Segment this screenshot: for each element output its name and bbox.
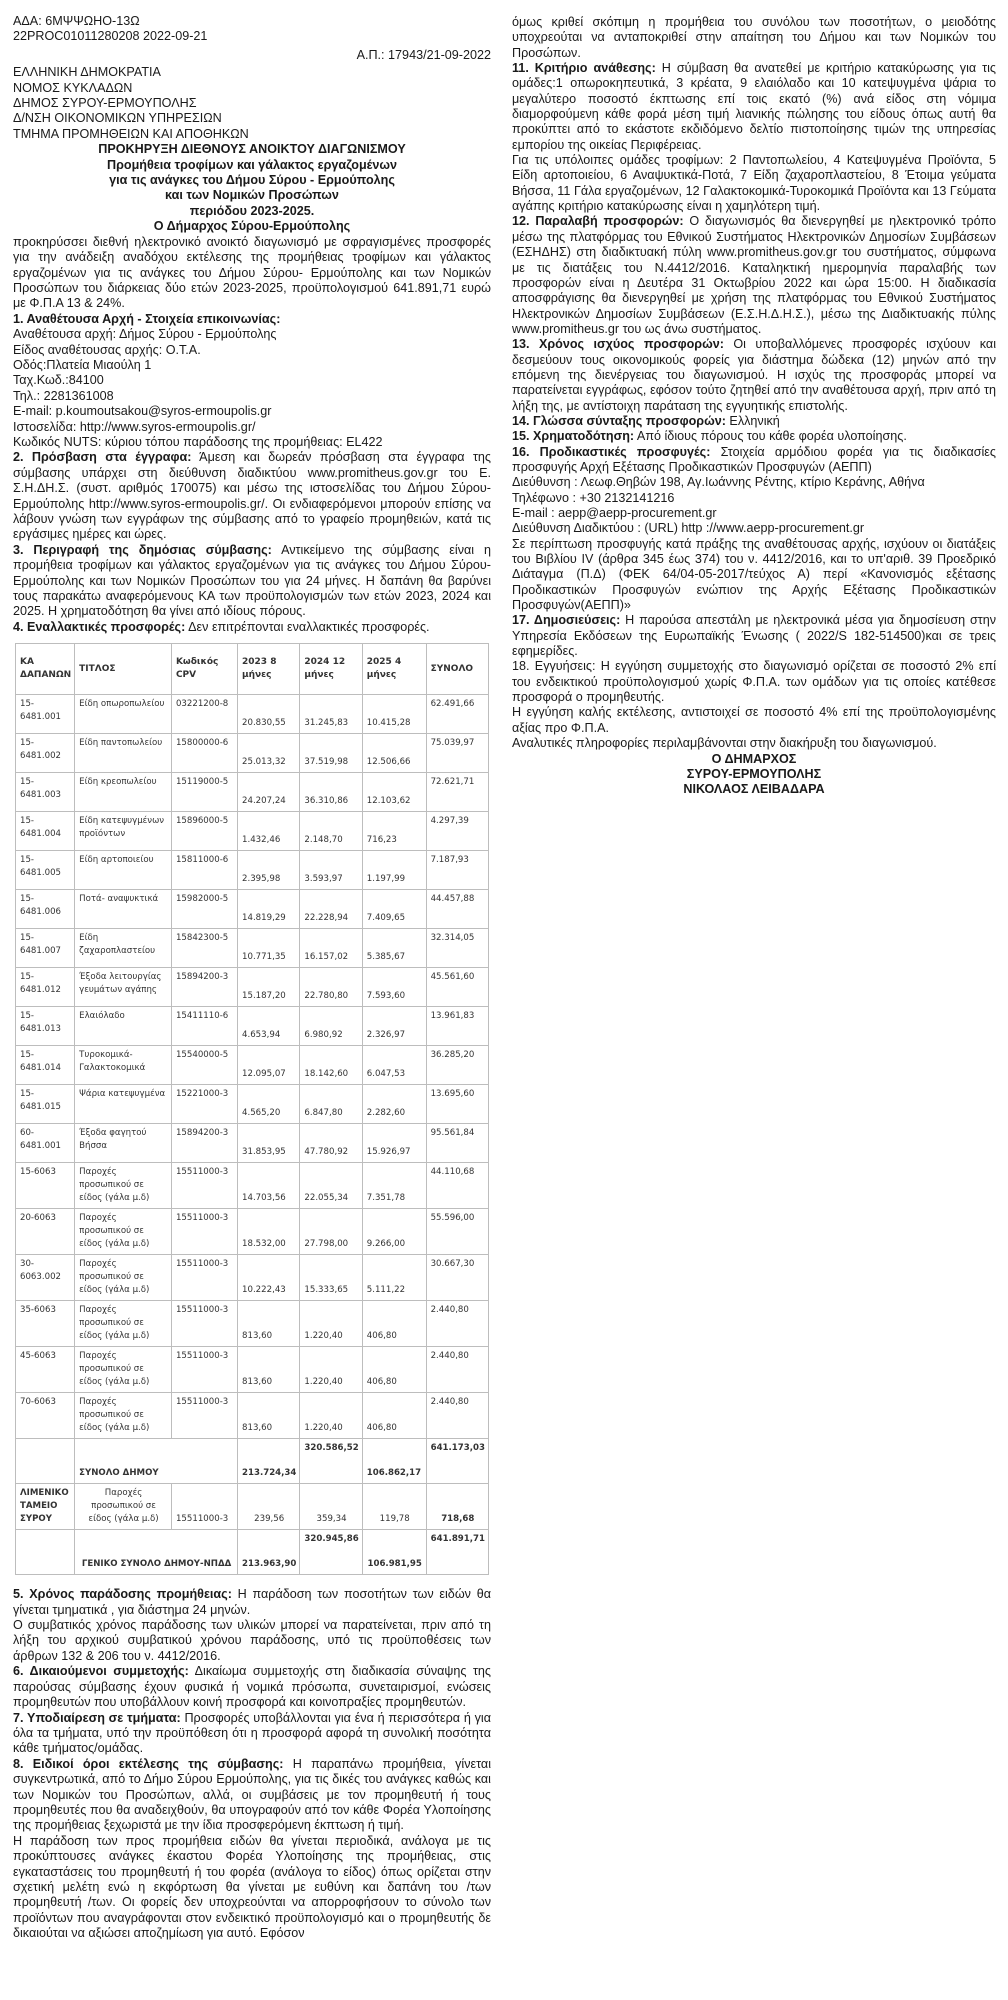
column-header: ΚΑ ΔΑΠΑΝΩΝ bbox=[16, 644, 75, 695]
title: Έξοδα φαγητού Βήσσα bbox=[75, 1124, 172, 1163]
amount-total: 36.285,20 bbox=[426, 1046, 488, 1085]
amount-2023: 4.653,94 bbox=[238, 1007, 300, 1046]
cpv-code: 15982000-5 bbox=[171, 890, 237, 929]
contact-line: Οδός:Πλατεία Μιαούλη 1 bbox=[13, 357, 152, 372]
section-text: Προσφορές υποβάλλονται για ένα ή περισσότερα ή για όλα τα τμήματα, υπό την προϋπόθεση ότι η προσφορά αφορά τη συνολική ποσότητα κάθε τμήματος/ομάδας. bbox=[13, 1710, 492, 1756]
table-row bbox=[16, 734, 489, 773]
section-text: Στοιχεία αρμόδιου φορέα για τις διαδικασίες προσφυγής Αρχή Εξέτασης Προδικαστικών Προσφυγών (ΑΕΠΠ) bbox=[512, 444, 996, 474]
section-8-extra: Η παράδοση των προς προμήθεια ειδών θα γίνεται περιοδικά, ανάλογα με τις προκύπτουσες ανάγκες έκαστου Φορέα Υλοποίησης της προμήθειας, στις εγκαταστάσεις του προμηθευτή ή του φορέα (ανάλογα το είδος) όπως ορίζεται στην σχετική μελέτη ενώ η εκφόρτωση θα γίνεται με ευθύνη και δαπάνη του /των προμηθευτή /των. Οι φορείς δεν υποχρεούνται να απορροφήσουν το σύνολο των προϊόντων που αναγράφονται στον ενδεικτικό προϋπολογισμό και ο προμηθευτής δε δικαιούται να αξιώσει αποζημίωση για αυτό. Εφόσον bbox=[13, 1833, 491, 1941]
section-title: 14. Γλώσσα σύνταξης προσφορών: bbox=[512, 413, 726, 428]
amount-total: 4.297,39 bbox=[426, 812, 488, 851]
amount-2024: 22.228,94 bbox=[300, 890, 362, 929]
amount-total: 32.314,05 bbox=[426, 929, 488, 968]
section-title: 13. Χρόνος ισχύος προσφορών: bbox=[512, 337, 724, 352]
amount-2023: 31.853,95 bbox=[238, 1124, 300, 1163]
title: Είδη αρτοποιείου bbox=[75, 851, 172, 890]
amount-total: 44.457,88 bbox=[426, 890, 488, 929]
amount-total: 95.561,84 bbox=[426, 1124, 488, 1163]
section-18-extra: Η εγγύηση καλής εκτέλεσης, αντιστοιχεί σε ποσοστό 4% επί της προϋπολογισμένης αξίας προ Φ.Π.Α. bbox=[512, 705, 996, 735]
section-3 bbox=[13, 543, 491, 620]
amount-2023: 813,60 bbox=[238, 1347, 300, 1393]
title: Ποτά- αναψυκτικά bbox=[75, 890, 172, 929]
amount-2023: 813,60 bbox=[238, 1393, 300, 1439]
section-18: 18. Εγγυήσεις: Η εγγύηση συμμετοχής στο διαγωνισμό ορίζεται σε ποσοστό 2% επί του ενδεικτικού προϋπολογισμού χωρίς Φ.Π.Α. των ομάδων για τις οποίες κατέθεσε προσφορά ο προμηθευτής. bbox=[512, 659, 996, 705]
amount-total: 13.961,83 bbox=[426, 1007, 488, 1046]
ka-code: 20-6063 bbox=[16, 1209, 75, 1255]
title: Παροχές προσωπικού σε είδος (γάλα μ.δ) bbox=[75, 1209, 172, 1255]
section-text: Η παρούσα απεστάλη με ηλεκτρονικά μέσα για δημοσίευση στην Υπηρεσία Εκδόσεων της Ευρωπαϊκής Ένωσης ( 2022/S 182-514500)και σε τρεις εφημερίδες. bbox=[512, 613, 997, 659]
table-row bbox=[16, 812, 489, 851]
section-title: 2. Πρόσβαση στα έγγραφα: bbox=[13, 450, 192, 465]
section-7 bbox=[13, 1711, 491, 1757]
amount-2024: 27.798,00 bbox=[300, 1209, 362, 1255]
subtitle-line: Προμήθεια τροφίμων και γάλακτος εργαζομένων bbox=[106, 157, 397, 172]
cpv-code: 15511000-3 bbox=[171, 1393, 237, 1439]
title: Είδη ζαχαροπλαστείου bbox=[75, 929, 172, 968]
ka-code: 15-6481.003 bbox=[16, 773, 75, 812]
cpv-code: 15411110-6 bbox=[171, 1007, 237, 1046]
left-column bbox=[13, 0, 491, 1942]
grand-total-2023: 213.963,90 bbox=[238, 1530, 300, 1575]
title: Παροχές προσωπικού σε είδος (γάλα μ.δ) bbox=[75, 1347, 172, 1393]
amount-2023: 1.432,46 bbox=[238, 812, 300, 851]
section-text: Άμεση και δωρεάν πρόσβαση στα έγγραφα της σύμβασης υπάρχει στη διεύθυνση διαδικτύου www.promitheus.gov.gr του Ε. Σ.Η.ΔΗ.Σ. (συστ. αριθμός 170075) και μέσω της ιστοσελίδας του Δήμου Σύρου-Ερμούπολης http://www.syros-ermoupolis.gr/. Οι ενδιαφερόμενοι μπορούν επίσης να λάβουν γνώση των εγγράφων της σύμβασης από το γραφείο προμηθειών, κατά τις εργάσιμες ημέρες και ώρες. bbox=[13, 450, 491, 542]
amount-2024: 6.847,80 bbox=[300, 1085, 362, 1124]
signature-block bbox=[512, 752, 996, 798]
title: Ψάρια κατεψυγμένα bbox=[75, 1085, 172, 1124]
title: Είδη οπωροπωλείου bbox=[75, 695, 172, 734]
amount-2025: 12.103,62 bbox=[362, 773, 426, 812]
cpv-code: 15811000-6 bbox=[171, 851, 237, 890]
amount-total: 45.561,60 bbox=[426, 968, 488, 1007]
total-2023: 213.724,34 bbox=[238, 1439, 300, 1484]
amount-2024: 22.055,34 bbox=[300, 1163, 362, 1209]
section-title: 12. Παραλαβή προσφορών: bbox=[512, 214, 684, 229]
amount-2023: 14.703,56 bbox=[238, 1163, 300, 1209]
amount-2023: 18.532,00 bbox=[238, 1209, 300, 1255]
cpv-code: 15511000-3 bbox=[171, 1255, 237, 1301]
cpv-code: 15511000-3 bbox=[171, 1301, 237, 1347]
section-title: 6. Δικαιούμενοι συμμετοχής: bbox=[13, 1664, 189, 1679]
total-sum: 641.173,03 bbox=[426, 1439, 488, 1484]
amount-2025: 5.111,22 bbox=[362, 1255, 426, 1301]
amount-2023: 14.819,29 bbox=[238, 890, 300, 929]
table-row bbox=[16, 1393, 489, 1439]
amount-total: 44.110,68 bbox=[426, 1163, 488, 1209]
ka-code: 15-6481.007 bbox=[16, 929, 75, 968]
ka-code: 15-6481.012 bbox=[16, 968, 75, 1007]
amount-2024: 47.780,92 bbox=[300, 1124, 362, 1163]
total-2025: 106.862,17 bbox=[362, 1439, 426, 1484]
section-4 bbox=[13, 620, 491, 635]
amount-2024: 1.220,40 bbox=[300, 1393, 362, 1439]
amount-2025: 406,80 bbox=[362, 1301, 426, 1347]
amount-2025: 2.326,97 bbox=[362, 1007, 426, 1046]
contact-line: Τηλ.: 2281361008 bbox=[13, 388, 114, 403]
section-16 bbox=[512, 445, 996, 476]
amount-2025: 2.282,60 bbox=[362, 1085, 426, 1124]
contact-details bbox=[13, 327, 491, 450]
authority-line: ΔΗΜΟΣ ΣΥΡΟΥ-ΕΡΜΟΥΠΟΛΗΣ bbox=[13, 96, 197, 111]
table-header-row bbox=[16, 644, 489, 695]
right-column bbox=[512, 15, 996, 798]
port-fund-cpv: 15511000-3 bbox=[171, 1484, 237, 1530]
table-row bbox=[16, 1255, 489, 1301]
amount-2025: 406,80 bbox=[362, 1393, 426, 1439]
amount-total: 72.621,71 bbox=[426, 773, 488, 812]
ka-code: 15-6481.013 bbox=[16, 1007, 75, 1046]
amount-2024: 1.220,40 bbox=[300, 1347, 362, 1393]
grand-total-row bbox=[16, 1530, 489, 1575]
protocol-number: Α.Π.: 17943/21-09-2022 bbox=[356, 47, 491, 62]
amount-2025: 10.415,28 bbox=[362, 695, 426, 734]
section-title: 15. Χρηματοδότηση: bbox=[512, 429, 635, 444]
amount-2024: 3.593,97 bbox=[300, 851, 362, 890]
ka-code: 35-6063 bbox=[16, 1301, 75, 1347]
ka-code: 15-6063 bbox=[16, 1163, 75, 1209]
table-row bbox=[16, 1124, 489, 1163]
amount-2024: 16.157,02 bbox=[300, 929, 362, 968]
document-header bbox=[13, 0, 491, 235]
port-fund-row bbox=[16, 1484, 489, 1530]
municipality-total-row bbox=[16, 1439, 489, 1484]
cpv-code: 15119000-5 bbox=[171, 773, 237, 812]
amount-2023: 24.207,24 bbox=[238, 773, 300, 812]
table-row bbox=[16, 1085, 489, 1124]
column-header: ΣΥΝΟΛΟ bbox=[426, 644, 488, 695]
title: Τυροκομικά- Γαλακτοκομικά bbox=[75, 1046, 172, 1085]
cpv-code: 15896000-5 bbox=[171, 812, 237, 851]
section-text: Η παραπάνω προμήθεια, γίνεται συγκεντρωτικά, από το Δήμο Σύρου Ερμούπολης, για τις δικές του ανάγκες καθώς και των Νομικών του Προσώπων, αλλά, οι συμβάσεις με τον προμηθευτή ή τους προμηθευτές που θα αναδειχθούν, θα υπογραφούν από τον κάθε Φορέα Υλοποίησης της προμήθειας ξεχωριστά με την ίδια προσφερόμενη έκπτωση ή τιμή. bbox=[13, 1756, 491, 1833]
column-header: 2025 4 μήνες bbox=[362, 644, 426, 695]
contact-line: Αναθέτουσα αρχή: Δήμος Σύρου - Ερμούπολης bbox=[13, 327, 277, 342]
amount-2023: 813,60 bbox=[238, 1301, 300, 1347]
amount-2025: 7.593,60 bbox=[362, 968, 426, 1007]
column-header: 2023 8 μήνες bbox=[238, 644, 300, 695]
title: Παροχές προσωπικού σε είδος (γάλα μ.δ) bbox=[75, 1163, 172, 1209]
amount-2024: 37.519,98 bbox=[300, 734, 362, 773]
amount-2025: 15.926,97 bbox=[362, 1124, 426, 1163]
title: Παροχές προσωπικού σε είδος (γάλα μ.δ) bbox=[75, 1301, 172, 1347]
table-row bbox=[16, 1347, 489, 1393]
amount-2024: 2.148,70 bbox=[300, 812, 362, 851]
title: Είδη παντοπωλείου bbox=[75, 734, 172, 773]
table-row bbox=[16, 1301, 489, 1347]
port-fund-2023: 239,56 bbox=[238, 1484, 300, 1530]
amount-2024: 31.245,83 bbox=[300, 695, 362, 734]
document-title: ΠΡΟΚΗΡΥΞΗ ΔΙΕΘΝΟΥΣ ΑΝΟΙΚΤΟΥ ΔΙΑΓΩΝΙΣΜΟΥ bbox=[98, 142, 406, 157]
authority-line: ΝΟΜΟΣ ΚΥΚΛΑΔΩΝ bbox=[13, 80, 133, 95]
contact-email[interactable]: E-mail: p.koumoutsakou@syros-ermoupolis.gr bbox=[13, 404, 272, 419]
grand-total-sum: 641.891,71 bbox=[426, 1530, 488, 1575]
closing-note: Αναλυτικές πληροφορίες περιλαμβάνονται στην διακήρυξη του διαγωνισμού. bbox=[512, 736, 937, 751]
port-fund-label: ΛΙΜΕΝΙΚΟ ΤΑΜΕΙΟ ΣΥΡΟΥ bbox=[16, 1484, 75, 1530]
aepp-email[interactable]: E-mail : aepp@aepp-procurement.gr bbox=[512, 506, 717, 520]
section-8 bbox=[13, 1757, 491, 1834]
port-fund-title: Παροχές προσωπικού σε είδος (γάλα μ.δ) bbox=[75, 1484, 172, 1530]
section-text: Ελληνική bbox=[725, 413, 780, 428]
amount-2024: 22.780,80 bbox=[300, 968, 362, 1007]
grand-total-2025: 106.981,95 bbox=[362, 1530, 426, 1575]
section-title: 16. Προδικαστικές προσφυγές: bbox=[512, 444, 711, 459]
amount-2024: 6.980,92 bbox=[300, 1007, 362, 1046]
table-row bbox=[16, 1046, 489, 1085]
contact-line: Κωδικός NUTS: κύριου τόπου παράδοσης της προμήθειας: EL422 bbox=[13, 434, 383, 449]
section-6 bbox=[13, 1664, 491, 1710]
amount-total: 2.440,80 bbox=[426, 1393, 488, 1439]
ka-code: 15-6481.002 bbox=[16, 734, 75, 773]
mayor-heading: Ο Δήμαρχος Σύρου-Ερμούπολης bbox=[153, 219, 351, 234]
amount-2025: 716,23 bbox=[362, 812, 426, 851]
amount-total: 13.695,60 bbox=[426, 1085, 488, 1124]
signature-line: Ο ΔΗΜΑΡΧΟΣ bbox=[711, 751, 797, 766]
table-row bbox=[16, 773, 489, 812]
port-fund-total: 718,68 bbox=[426, 1484, 488, 1530]
section-15 bbox=[512, 429, 996, 444]
cpv-code: 15800000-6 bbox=[171, 734, 237, 773]
section-16-extra: Σε περίπτωση προσφυγής κατά πράξης της αναθέτουσας αρχής, ισχύουν οι διατάξεις του Βιβλίου IV (άρθρα 345 έως 374) του ν. 4412/2016, και το υπ'αριθ. 39 Προεδρικό Διάταγμα (Π.Δ) (ΦΕΚ 64/04-05-2017/τεύχος Α) περί «Κανονισμός εξέτασης Προδικαστικών Προσφυγών ενώπιον της Αρχής Εξέτασης Προδικαστικών Προσφυγών(ΑΕΠΠ)» bbox=[512, 536, 996, 613]
amount-total: 55.596,00 bbox=[426, 1209, 488, 1255]
amount-2023: 10.222,43 bbox=[238, 1255, 300, 1301]
amount-2025: 6.047,53 bbox=[362, 1046, 426, 1085]
ada-code: ΑΔΑ: 6ΜΨΨΩΗΟ-13Ω bbox=[13, 14, 140, 28]
cell bbox=[16, 1439, 75, 1484]
intro-paragraph: προκηρύσσει διεθνή ηλεκτρονικό ανοικτό διαγωνισμό με σφραγισμένες προσφορές για την ανάδειξη αναδόχου εκτέλεσης της προμήθειας τροφίμων και γάλακτος εργαζομένων για τις ανάγκες του Δήμου Σύρου- Ερμούπολης και των Νομικών Προσώπων του διάρκειας δύο ετών 2023-2025, προϋπολογισμού 641.891,71 ευρώ με Φ.Π.Α 13 & 24%. bbox=[13, 234, 491, 311]
section-text: Αντικείμενο της σύμβασης είναι η προμήθεια τροφίμων και γάλακτος εργαζομένων για τις ανάγκες του Δήμου Σύρου- Ερμούπολης και των Νομικών Προσώπων του για 24 μήνες. Η δαπάνη θα βαρύνει τους παρακάτω αναφερόμενους ΚΑ των προϋπολογισμών των ετών 2023, 2024 και 2025. Η χρηματοδότηση θα γίνει από ιδίους πόρους. bbox=[13, 542, 491, 619]
table-body bbox=[16, 695, 489, 1439]
title: Ελαιόλαδο bbox=[75, 1007, 172, 1046]
section-title: 7. Υποδιαίρεση σε τμήματα: bbox=[13, 1710, 181, 1725]
subtitle-line: για τις ανάγκες του Δήμου Σύρου - Ερμούπολης bbox=[109, 173, 395, 188]
budget-table bbox=[15, 643, 489, 1575]
section-5-extra: Ο συμβατικός χρόνος παράδοσης των υλικών μπορεί να παρατείνεται, πριν από τη λήξη του αρχικού συμβατικού χρόνου παράδοσης, υπό τις προϋποθέσεις των άρθρων 132 & 206 του ν. 4412/2016. bbox=[13, 1618, 491, 1663]
subtitle-line: περιόδου 2023-2025. bbox=[189, 203, 315, 218]
amount-2025: 406,80 bbox=[362, 1347, 426, 1393]
amount-total: 2.440,80 bbox=[426, 1347, 488, 1393]
authority-line: Δ/ΝΣΗ ΟΙΚΟΝΟΜΙΚΩΝ ΥΠΗΡΕΣΙΩΝ bbox=[13, 111, 222, 126]
cpv-code: 15221000-3 bbox=[171, 1085, 237, 1124]
section-title: 3. Περιγραφή της δημόσιας σύμβασης: bbox=[13, 542, 272, 557]
cpv-code: 15511000-3 bbox=[171, 1163, 237, 1209]
ka-code: 70-6063 bbox=[16, 1393, 75, 1439]
section-1-title: 1. Αναθέτουσα Αρχή - Στοιχεία επικοινωνίας: bbox=[13, 311, 281, 326]
column-header: ΤΙΤΛΟΣ bbox=[75, 644, 172, 695]
section-text: Η σύμβαση θα ανατεθεί με κριτήριο κατακύρωσης για τις ομάδες:1 οπωροκηπευτικά, 3 κρέατα, 9 ελαιόλαδο και 10 κατεψυγμένα ψάρια το μεγαλύτερο ποσοστό έκπτωσης επί τοις εκατό (%) ανά είδος στη νόμιμα διαμορφούμενη κάθε φορά μέση τιμή λιανικής πώλησης του είδους όπως αυτή θα προκύπτει από το εκάστοτε εκδιδόμενο δελτίο πιστοποίησης τιμών της υπηρεσίας εμπορίου της οικείας Περιφέρειας. bbox=[512, 61, 996, 152]
section-14 bbox=[512, 414, 996, 429]
amount-2025: 9.266,00 bbox=[362, 1209, 426, 1255]
section-text: Από ίδιους πόρους του κάθε φορέα υλοποίησης. bbox=[634, 429, 907, 444]
ka-code: 15-6481.014 bbox=[16, 1046, 75, 1085]
section-11-extra: Για τις υπόλοιπες ομάδες τροφίμων: 2 Παντοπωλείου, 4 Κατεψυγμένα Προϊόντα, 5 Είδη αρτοποιείου, 6 Αναψυκτικά-Ποτά, 7 Είδη ζαχαροπλαστείου, 8 Έτοιμα γεύματα Βήσσα, 11 Γάλα εργαζομένων, 12 Γαλακτοκομικά-Τυροκομικά Προϊόντα και 13 Γεύματα αγάπης κριτήριο κατακύρωσης είναι η χαμηλότερη τιμή. bbox=[512, 153, 996, 214]
ka-code: 15-6481.015 bbox=[16, 1085, 75, 1124]
amount-2025: 1.197,99 bbox=[362, 851, 426, 890]
table-row bbox=[16, 695, 489, 734]
section-text: Οι υποβαλλόμενες προσφορές ισχύουν και δεσμεύουν τους οικονομικούς φορείς για διάστημα δώδεκα (12) μηνών από την επόμενη της διενέργειας του διαγωνισμού. Η ισχύς της προσφοράς μπορεί να παρατείνεται εγγράφως, εφόσον τούτο ζητηθεί από την αναθέτουσα αρχή, πριν από τη λήξη της, με αντίστοιχη παράταση της εγγυητικής επιστολής. bbox=[512, 337, 996, 413]
aepp-address: Διεύθυνση : Λεωφ.Θηβών 198, Αγ.Ιωάννης Ρέντης, κτίριο Κεράνης, Αθήνα bbox=[512, 475, 925, 490]
amount-2023: 10.771,35 bbox=[238, 929, 300, 968]
ka-code: 15-6481.006 bbox=[16, 890, 75, 929]
section-text: Δικαίωμα συμμετοχής στη διαδικασία σύναψης της παρούσας σύμβασης έχουν φυσικά ή νομικά πρόσωπα, συνεταιρισμοί, ενώσεις προμηθευτών που υποβάλλουν κοινή προσφορά και κοινοπραξίες προμηθευτών. bbox=[13, 1664, 492, 1710]
table-row bbox=[16, 1163, 489, 1209]
table-row bbox=[16, 851, 489, 890]
port-fund-2024: 359,34 bbox=[300, 1484, 362, 1530]
amount-total: 62.491,66 bbox=[426, 695, 488, 734]
section-title: 11. Κριτήριο ανάθεσης: bbox=[512, 61, 656, 76]
amount-2023: 15.187,20 bbox=[238, 968, 300, 1007]
ka-code: 30-6063.002 bbox=[16, 1255, 75, 1301]
amount-total: 2.440,80 bbox=[426, 1301, 488, 1347]
title: Έξοδα λειτουργίας γευμάτων αγάπης bbox=[75, 968, 172, 1007]
authority-line: ΕΛΛΗΝΙΚΗ ΔΗΜΟΚΡΑΤΙΑ bbox=[13, 65, 161, 80]
cpv-code: 15842300-5 bbox=[171, 929, 237, 968]
table-row bbox=[16, 929, 489, 968]
section-text: Η παράδοση των ποσοτήτων των ειδών θα γίνεται τμηματικά , για διάστημα 24 μηνών. bbox=[13, 1587, 491, 1617]
cpv-code: 03221200-8 bbox=[171, 695, 237, 734]
table-totals bbox=[16, 1439, 489, 1575]
title: Είδη κατεψυγμένων προϊόντων bbox=[75, 812, 172, 851]
amount-2023: 25.013,32 bbox=[238, 734, 300, 773]
title: Παροχές προσωπικού σε είδος (γάλα μ.δ) bbox=[75, 1255, 172, 1301]
proc-code: 22PROC01011280208 2022-09-21 bbox=[13, 29, 208, 44]
amount-2024: 18.142,60 bbox=[300, 1046, 362, 1085]
section-17 bbox=[512, 613, 996, 659]
section-title: 8. Ειδικοί όροι εκτέλεσης της σύμβασης: bbox=[13, 1756, 284, 1771]
amount-2025: 5.385,67 bbox=[362, 929, 426, 968]
section-title: 5. Χρόνος παράδοσης προμήθειας: bbox=[13, 1587, 232, 1602]
cell bbox=[16, 1530, 75, 1575]
column-header: 2024 12 μήνες bbox=[300, 644, 362, 695]
amount-2023: 2.395,98 bbox=[238, 851, 300, 890]
amount-2023: 20.830,55 bbox=[238, 695, 300, 734]
amount-total: 75.039,97 bbox=[426, 734, 488, 773]
ka-code: 15-6481.005 bbox=[16, 851, 75, 890]
subtitle-line: και των Νομικών Προσώπων bbox=[165, 188, 339, 203]
table-row bbox=[16, 1209, 489, 1255]
amount-2024: 1.220,40 bbox=[300, 1301, 362, 1347]
total-2024: 320.586,52 bbox=[300, 1439, 362, 1484]
table-row bbox=[16, 1007, 489, 1046]
section-8-continued: όμως κριθεί σκόπιμη η προμήθεια του συνόλου των ποσοτήτων, ο μειοδότης υποχρεούται να ανταποκριθεί στην απαίτηση του Δήμου και των Νομικών του Προσώπων. bbox=[512, 15, 996, 60]
amount-2023: 12.095,07 bbox=[238, 1046, 300, 1085]
amount-2025: 12.506,66 bbox=[362, 734, 426, 773]
cpv-code: 15894200-3 bbox=[171, 1124, 237, 1163]
title: Παροχές προσωπικού σε είδος (γάλα μ.δ) bbox=[75, 1393, 172, 1439]
contact-website[interactable]: Ιστοσελίδα: http://www.syros-ermoupolis.gr/ bbox=[13, 419, 256, 434]
section-5 bbox=[13, 1587, 491, 1618]
port-fund-2025: 119,78 bbox=[362, 1484, 426, 1530]
ka-code: 15-6481.001 bbox=[16, 695, 75, 734]
section-title: 4. Εναλλακτικές προσφορές: bbox=[13, 619, 186, 634]
amount-total: 7.187,93 bbox=[426, 851, 488, 890]
authority-line: ΤΜΗΜΑ ΠΡΟΜΗΘΕΙΩΝ ΚΑΙ ΑΠΟΘΗΚΩΝ bbox=[13, 126, 249, 141]
grand-total-label: ΓΕΝΙΚΟ ΣΥΝΟΛΟ ΔΗΜΟΥ-ΝΠΔΔ bbox=[75, 1530, 238, 1575]
section-12 bbox=[512, 214, 996, 337]
amount-2025: 7.409,65 bbox=[362, 890, 426, 929]
amount-2024: 15.333,65 bbox=[300, 1255, 362, 1301]
cpv-code: 15511000-3 bbox=[171, 1347, 237, 1393]
section-2 bbox=[13, 450, 491, 542]
amount-2024: 36.310,86 bbox=[300, 773, 362, 812]
section-title: 17. Δημοσιεύσεις: bbox=[512, 613, 621, 628]
total-label: ΣΥΝΟΛΟ ΔΗΜΟΥ bbox=[75, 1439, 238, 1484]
grand-total-2024: 320.945,86 bbox=[300, 1530, 362, 1575]
ka-code: 15-6481.004 bbox=[16, 812, 75, 851]
table-row bbox=[16, 890, 489, 929]
cpv-code: 15894200-3 bbox=[171, 968, 237, 1007]
contact-line: Είδος αναθέτουσας αρχής: Ο.Τ.Α. bbox=[13, 342, 201, 357]
amount-2023: 4.565,20 bbox=[238, 1085, 300, 1124]
section-text: Ο διαγωνισμός θα διενεργηθεί με ηλεκτρονικό τρόπο μέσω της πλατφόρμας του Εθνικού Συστήματος Ηλεκτρονικών Δημοσίων Συμβάσεων (ΕΣΗΔΗΣ) στη διαδικτυακή πύλη www.promitheus.gov.gr του συστήματος, σύμφωνα με τις διατάξεις του Ν.4412/2016. Καταληκτική ημερομηνία παραλαβής των προσφορών είναι η Δευτέρα 31 Οκτωβρίου 2022 και ώρα 15:00. Η διαδικασία αποσφράγισης θα διενεργηθεί με χρήση της πλατφόρμας του Εθνικού Συστήματος Ηλεκτρονικών Δημοσίων Συμβάσεων (Ε.Σ.Η.Δ.Η.Σ.), μέσω της Διαδικτυακής πύλης www.promitheus.gr του ως άνω συστήματος. bbox=[512, 214, 997, 336]
amount-total: 30.667,30 bbox=[426, 1255, 488, 1301]
cpv-code: 15540000-5 bbox=[171, 1046, 237, 1085]
aepp-phone: Τηλέφωνο : +30 2132141216 bbox=[512, 490, 675, 505]
signature-name: ΝΙΚΟΛΑΟΣ ΛΕΙΒΑΔΑΡΑ bbox=[683, 782, 825, 797]
amount-2025: 7.351,78 bbox=[362, 1163, 426, 1209]
column-header: Κωδικός CPV bbox=[171, 644, 237, 695]
table-row bbox=[16, 968, 489, 1007]
cpv-code: 15511000-3 bbox=[171, 1209, 237, 1255]
ka-code: 45-6063 bbox=[16, 1347, 75, 1393]
title: Είδη κρεοπωλείου bbox=[75, 773, 172, 812]
ka-code: 60-6481.001 bbox=[16, 1124, 75, 1163]
section-text: Δεν επιτρέπονται εναλλακτικές προσφορές. bbox=[185, 619, 430, 634]
signature-line: ΣΥΡΟΥ-ΕΡΜΟΥΠΟΛΗΣ bbox=[686, 766, 822, 781]
contact-line: Ταχ.Κωδ.:84100 bbox=[13, 373, 104, 388]
section-13 bbox=[512, 337, 996, 414]
aepp-url[interactable]: Διεύθυνση Διαδικτύου : (URL) http ://www.aepp-procurement.gr bbox=[512, 521, 865, 536]
section-11 bbox=[512, 61, 996, 153]
